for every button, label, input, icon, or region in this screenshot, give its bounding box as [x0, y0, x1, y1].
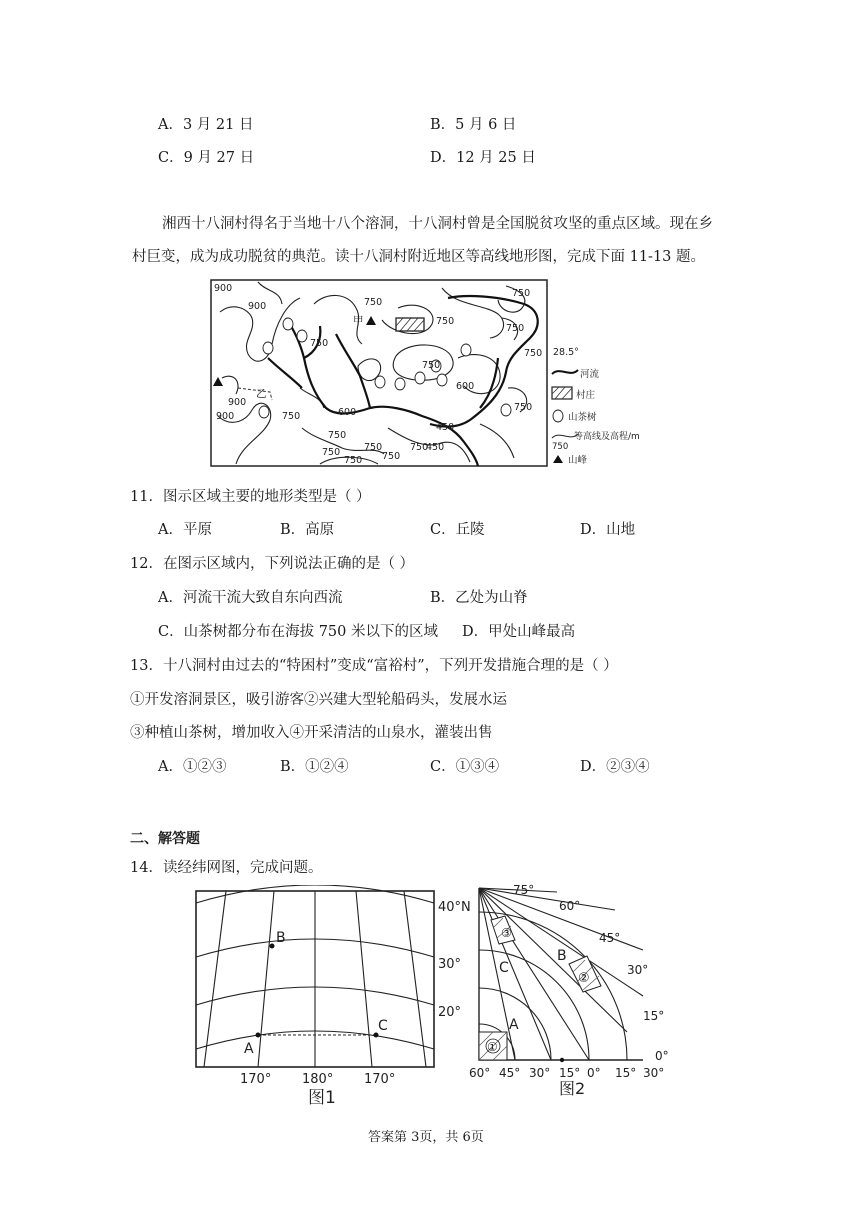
tea-tree-symbol [263, 342, 273, 354]
q11-option-a: A．平原 [158, 522, 212, 538]
lon-arc-label: 60° [559, 899, 581, 913]
contour-label: 750 [364, 442, 383, 453]
q13-stem: 13．十八洞村由过去的“特困村”变成“富裕村”，下列开发措施合理的是（ ） [130, 658, 618, 674]
region-1-label: ① [487, 1040, 498, 1054]
legend-contour: 等高线及高程/m [574, 432, 640, 442]
contour-label: 750 [364, 297, 383, 308]
tea-tree-symbol [415, 372, 425, 384]
tea-tree-symbol [461, 344, 471, 356]
lat-label: 40°N [438, 900, 471, 915]
contour-label: 900 [248, 301, 267, 312]
q10-option-b: B．5 月 6 日 [430, 117, 517, 133]
contour-label: 750 [310, 338, 329, 349]
tea-tree-symbol [283, 318, 293, 330]
contour-label: 450 [426, 442, 445, 453]
contour-label: 600 [338, 407, 357, 418]
contour-map [208, 278, 648, 470]
point-b [270, 944, 275, 949]
q13-option-b: B．①②④ [280, 759, 349, 775]
lat-label: 20° [438, 1005, 462, 1020]
bottom-label: 0° [587, 1066, 601, 1080]
contour-label: 750 [382, 451, 401, 462]
legend-tea-symbol [553, 410, 563, 422]
contour-label: 750 [514, 402, 533, 413]
legend-village: 村庄 [576, 390, 596, 401]
tea-tree-symbol [375, 376, 385, 388]
tea-tree-symbol [437, 374, 447, 386]
lon-label: 170° [364, 1072, 396, 1087]
section-title: 二、解答题 [130, 831, 200, 847]
point-marker [560, 1058, 564, 1062]
contour-label: 750 [328, 430, 347, 441]
legend-peak-symbol [553, 455, 563, 463]
contour-label: 750 [436, 316, 455, 327]
q13-option-a: A．①②③ [158, 759, 227, 775]
map-legend [552, 368, 640, 466]
q11-option-c: C．丘陵 [430, 522, 485, 538]
q11-stem: 11．图示区域主要的地形类型是（ ） [130, 489, 371, 505]
legend-tea: 山茶树 [568, 412, 597, 423]
lon-label: 170° [240, 1072, 272, 1087]
q13-line-2: ③种植山茶树，增加收入④开采清洁的山泉水，灌装出售 [130, 725, 493, 741]
lon-arc-label: 45° [599, 931, 621, 945]
contour-label: 600 [456, 381, 475, 392]
point-b-label: B [276, 930, 286, 946]
bottom-label: 45° [499, 1066, 521, 1080]
lon-arc-label: 30° [627, 963, 649, 977]
bottom-label: 15° [559, 1066, 581, 1080]
angle-label: 28.5° [553, 347, 579, 358]
point-c-label: C [378, 1018, 388, 1034]
contour-label: 750 [282, 411, 301, 422]
point-c-label: C [499, 960, 509, 976]
contour-label: 750 [410, 442, 429, 453]
contour-label: 900 [216, 411, 235, 422]
q12-option-a: A．河流干流大致自东向西流 [158, 590, 343, 606]
point-a-label: A [244, 1041, 254, 1057]
lon-arc-label: 75° [513, 883, 535, 897]
lon-arc-label: 0° [655, 1049, 669, 1063]
passage-line-1: 湘西十八洞村得名于当地十八个溶洞，十八洞村曾是全国脱贫攻坚的重点区域。现在乡 [162, 216, 713, 232]
q12-option-c: C．山茶树都分布在海拔 750 米以下的区域 [158, 624, 438, 640]
figure-2-caption: 图2 [559, 1079, 586, 1098]
q10-option-c: C．9 月 27 日 [158, 150, 255, 166]
q10-option-d: D．12 月 25 日 [430, 150, 536, 166]
q13-line-1: ①开发溶洞景区，吸引游客②兴建大型轮船码头，发展水运 [130, 692, 507, 708]
contour-label: 750 [512, 288, 531, 299]
tea-tree-symbol [259, 406, 269, 418]
point-a-label: A [509, 1017, 519, 1033]
bottom-label: 60° [469, 1066, 491, 1080]
passage-line-2: 村巨变，成为成功脱贫的典范。读十八洞村附近地区等高线地形图，完成下面 11-13 题。 [132, 249, 706, 265]
lon-arc-label: 15° [643, 1009, 665, 1023]
jia-label: 甲 [353, 315, 364, 327]
point-b-label: B [557, 948, 567, 964]
q11-option-d: D．山地 [580, 522, 636, 538]
q12-option-d: D．甲处山峰最高 [462, 624, 576, 640]
q13-option-d: D．②③④ [580, 759, 650, 775]
figure-1-graticule [190, 885, 480, 1107]
legend-peak: 山峰 [568, 455, 588, 466]
legend-village-symbol [552, 387, 572, 399]
legend-river-symbol [552, 370, 578, 374]
yi-label: 乙 [256, 388, 267, 400]
q10-option-a: A．3 月 21 日 [158, 117, 254, 133]
tea-tree-symbol [501, 404, 511, 416]
q12-option-b: B．乙处为山脊 [430, 590, 528, 606]
contour-label: 750 [506, 323, 525, 334]
q11-option-b: B．高原 [280, 522, 335, 538]
figure-2-graticule [465, 880, 680, 1100]
figure-1-caption: 图1 [308, 1088, 336, 1107]
contour-label: 750 [524, 348, 543, 359]
contour-label: 900 [228, 397, 247, 408]
contour-label: 750 [422, 360, 441, 371]
contour-label: 900 [214, 283, 233, 294]
q13-option-c: C．①③④ [430, 759, 500, 775]
contour-label: 750 [344, 455, 363, 466]
legend-river: 河流 [580, 369, 600, 380]
q12-stem: 12．在图示区域内，下列说法正确的是（ ） [130, 556, 415, 572]
lon-label: 180° [302, 1072, 334, 1087]
lat-label: 30° [438, 957, 462, 972]
page-footer: 答案第 3页，共 6页 [368, 1130, 484, 1145]
legend-contour-value: 750 [552, 442, 569, 452]
contour-label: 450 [436, 422, 455, 433]
point-a [256, 1033, 261, 1038]
q14-stem: 14．读经纬网图，完成问题。 [130, 860, 323, 876]
region-3-label: ③ [501, 926, 512, 940]
bottom-label: 30° [529, 1066, 551, 1080]
region-2-label: ② [578, 971, 590, 986]
contour-label: 750 [322, 447, 341, 458]
tea-tree-symbol [395, 378, 405, 390]
bottom-label: 30° [643, 1066, 665, 1080]
tea-tree-symbol [297, 330, 307, 342]
bottom-label: 15° [615, 1066, 637, 1080]
